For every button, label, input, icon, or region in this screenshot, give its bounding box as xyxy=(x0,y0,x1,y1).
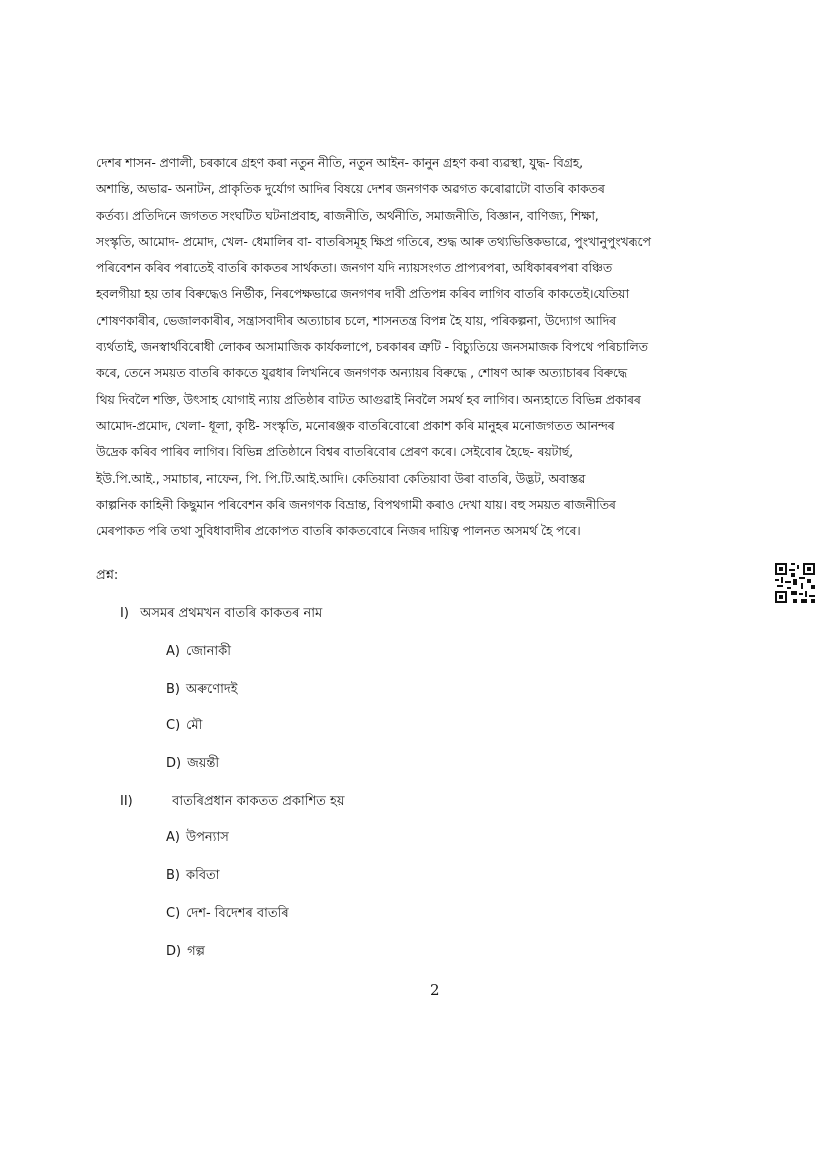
option-text: উপন্যাস xyxy=(185,830,229,845)
passage-line: পৰিবেশন কৰিব পৰাতেই বাতৰি কাকতৰ সাৰ্থকতা। জনগণ যদি ন্যায়সংগত প্ৰাপ্যৰপৰা, অধিকাৰৰপৰা বঞ্চিত xyxy=(96,260,613,276)
passage-line: ইউ.পি.আই., সমাচাৰ, নাফেন, পি. পি.টি.আই.আদি। কেতিয়াবা কেতিয়াবা উৰা বাতৰি, উদ্ভট, অবাস্তৱ xyxy=(96,470,586,486)
option-letter: D) xyxy=(166,756,182,771)
question-2-option-b xyxy=(166,866,220,886)
question-2-option-d xyxy=(166,942,205,962)
questions-heading: প্ৰশ্ন: xyxy=(96,568,119,583)
option-letter: A) xyxy=(166,644,180,659)
option-text: গল্প xyxy=(187,944,205,959)
question-text: অসমৰ প্ৰথমখন বাতৰি কাকতৰ নাম xyxy=(140,606,323,621)
option-text: জোনাকী xyxy=(185,644,231,659)
question-1-option-c xyxy=(166,716,202,736)
passage-line: সংস্কৃতি, আমোদ- প্ৰমোদ, খেল- ধেমালিৰ বা- বাতৰিসমূহ ক্ষিপ্ৰ গতিৰে, শুদ্ধ আৰু তথ্যভিত্তিকভাৱে, পুংখানুপুংখৰূপে xyxy=(96,233,651,249)
option-text: জয়ন্তী xyxy=(187,756,220,771)
passage-line: শোষণকাৰীৰ, ভেজালকাৰীৰ, সন্ত্ৰাসবাদীৰ অত্যাচাৰ চলে, শাসনতন্ত্ৰ বিপন্ন হৈ যায়, পৰিকল্পনা, উদ্যোগ আদিৰ xyxy=(96,312,616,328)
question-2 xyxy=(120,792,345,812)
passage-line: কৰে, তেনে সময়ত বাতৰি কাকতে যুৱধাৰ লিখনিৰে জনগণক অন্যায়ৰ বিৰুদ্ধে , শোষণ আৰু অত্যাচাৰৰ বিৰুদ্ধে xyxy=(96,365,627,381)
question-2-option-a xyxy=(166,828,229,848)
option-letter: C) xyxy=(166,906,181,921)
qr-code-icon xyxy=(775,563,815,603)
option-text: কবিতা xyxy=(186,868,220,883)
passage-line: ব্যৰ্থতাই, জনস্বাৰ্থবিৰোধী লোকৰ অসামাজিক কাৰ্যকলাপে, চৰকাৰৰ ত্ৰুটি - বিচ্যুতিয়ে জনসমাজক বিপথে পৰিচালিত xyxy=(96,339,648,355)
passage-line: উদ্ৰেক কৰিব পাৰিব লাগিব। বিভিন্ন প্ৰতিষ্ঠানে বিশ্বৰ বাতৰিবোৰ প্ৰেৰণ কৰে। সেইবোৰ হৈছে- ৰয়টাৰ্ছ, xyxy=(96,444,573,460)
passage-line: অশান্তি, অভাৱ- অনাটন, প্ৰাকৃতিক দুৰ্যোগ আদিৰ বিষয়ে দেশৰ জনগণক অৱগত কৰোৱাটো বাতৰি কাকতৰ xyxy=(96,181,605,197)
option-letter: C) xyxy=(166,718,181,733)
reading-passage xyxy=(96,150,730,544)
option-letter: B) xyxy=(166,682,180,697)
question-number: II) xyxy=(120,794,133,809)
passage-line: থিয় দিবলৈ শক্তি, উৎসাহ যোগাই ন্যায় প্ৰতিষ্ঠাৰ বাটত আগুৱাই নিবলৈ সমৰ্থ হব লাগিব। অন্যহাতে বিভিন্ন প্ৰকাৰৰ xyxy=(96,391,641,407)
question-2-option-c xyxy=(166,904,289,924)
passage-line: আমোদ-প্ৰমোদ, খেলা- ধূলা, কৃষ্টি- সংস্কৃতি, মনোৰঞ্জক বাতৰিবোৰো প্ৰকাশ কৰি মানুহৰ মনোজগতত আনন্দৰ xyxy=(96,417,615,433)
option-text: দেশ- বিদেশৰ বাতৰি xyxy=(186,906,289,921)
passage-line: হবলগীয়া হয় তাৰ বিৰুদ্ধেও নিৰ্ভীক, নিৰপেক্ষভাৱে জনগণৰ দাবী প্ৰতিপন্ন কৰিব লাগিব বাতৰি কাকতেই।যেতিয়া xyxy=(96,286,629,302)
option-letter: B) xyxy=(166,868,180,883)
question-1-option-d xyxy=(166,754,219,774)
passage-line: মেৰপাকত পৰি তথা সুবিধাবাদীৰ প্ৰকোপত বাতৰি কাকতবোৰে নিজৰ দায়িত্ব পালনত অসমৰ্থ হৈ পৰে। xyxy=(96,523,581,539)
question-text: বাতৰিপ্ৰধান কাকতত প্ৰকাশিত হয় xyxy=(172,794,345,809)
option-letter: A) xyxy=(166,830,180,845)
option-text: মৌ xyxy=(186,718,203,733)
question-1 xyxy=(120,604,322,624)
passage-line: কৰ্তব্য। প্ৰতিদিনে জগতত সংঘটিত ঘটনাপ্ৰবাহ, ৰাজনীতি, অৰ্থনীতি, সমাজনীতি, বিজ্ঞান, বাণিজ্য, শিক্ষা, xyxy=(96,207,599,223)
question-1-option-a xyxy=(166,642,231,662)
option-text: অৰুণোদই xyxy=(186,682,238,697)
question-number: I) xyxy=(120,606,129,621)
passage-line: কাল্পনিক কাহিনী কিছুমান পৰিবেশন কৰি জনগণক বিভ্ৰান্ত, বিপথগামী কৰাও দেখা যায়। বহু সময়ত ৰাজনীতিৰ xyxy=(96,496,616,512)
question-1-option-b xyxy=(166,680,238,700)
option-letter: D) xyxy=(166,944,182,959)
page-number: 2 xyxy=(430,981,440,999)
passage-line: দেশৰ শাসন- প্ৰণালী, চৰকাৰে গ্ৰহণ কৰা নতুন নীতি, নতুন আইন- কানুন গ্ৰহণ কৰা ব্যৱস্থা, যুদ্ধ- বিগ্ৰহ, xyxy=(96,155,583,170)
